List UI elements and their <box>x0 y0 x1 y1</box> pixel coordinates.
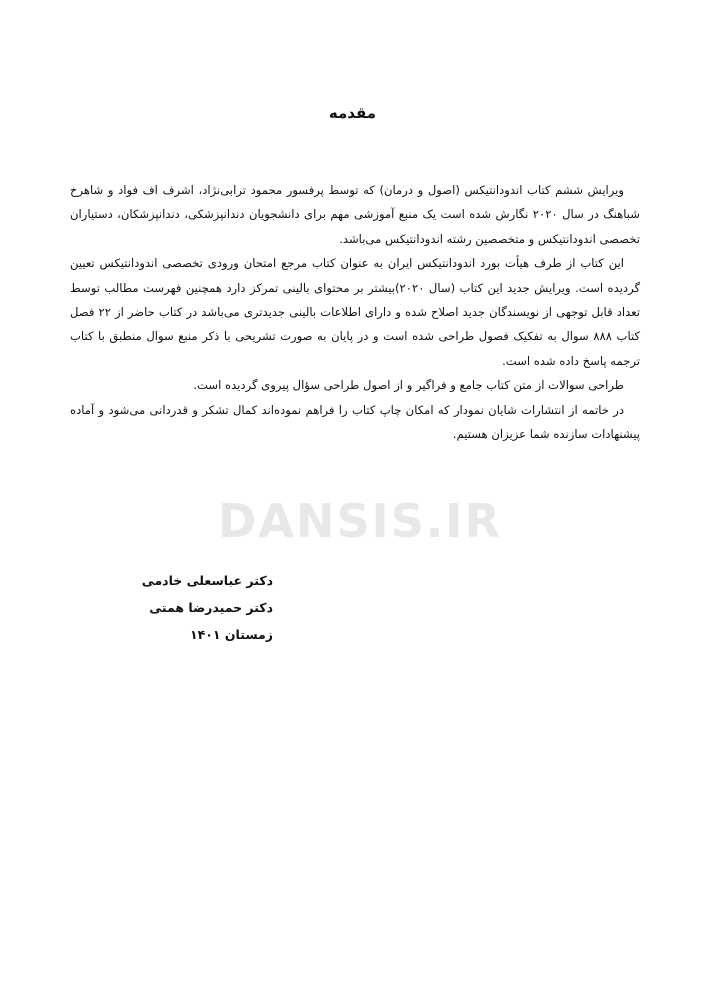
signature-block <box>142 567 273 648</box>
author-1: دکتر عباسعلی خادمی <box>141 573 273 588</box>
paragraph-3: طراحی سوالات از متن کتاب جامع و فراگیر و از اصول طراحی سؤال پیروی گردیده است. <box>193 378 624 393</box>
page-title: مقدمه <box>328 104 377 122</box>
paragraph-4: در خاتمه از انتشارات شایان نمودار که امکان چاپ کتاب را فراهم نموده‌اند کمال تشکر و قدردانی می‌شود و آماده پیشنهادات سازنده شما عزیزان هستیم. <box>70 402 640 442</box>
preface-body <box>70 178 640 446</box>
paragraph-1: ویرایش ششم کتاب اندودانتیکس (اصول و درمان) که توسط پرفسور محمود ترابی‌نژاد، اشرف اف فواد و شاهرخ شباهنگ در سال ۲۰۲۰ نگارش شده است یک منبع آموزشی مهم برای دانشجویان دندانپزشکی، دندانپزشکان، دستیاران تخصصی اندودانتیکس و متخصصین رشته اندودانتیکس می‌باشد. <box>70 183 640 246</box>
author-2: دکتر حمیدرضا همتی <box>149 600 273 615</box>
watermark: DANSIS.IR <box>218 494 502 548</box>
paragraph-2: این کتاب از طرف هیأت بورد اندودانتیکس ایران به عنوان کتاب مرجع امتحان ورودی تخصصی اندودانتیکس تعیین گردیده است. ویرایش جدید این کتاب (سال ۲۰۲۰)بیشتر بر محتوای بالینی تمرکز دارد همچنین فهرست مطالب توسط تعداد قابل توجهی از نویسندگان جدید اصلاح شده و دارای اطلاعات بالینی جدیدتری می‌باشد در کتاب حاضر از ۲۲ فصل کتاب ۸۸۸ سوال به تفکیک فصول طراحی شده است و در پایان به صورت تشریحی با ذکر منبع سوال منطبق با کتاب ترجمه پاسخ داده شده است. <box>70 256 640 368</box>
signature-date: زمستان ۱۴۰۱ <box>189 627 273 642</box>
